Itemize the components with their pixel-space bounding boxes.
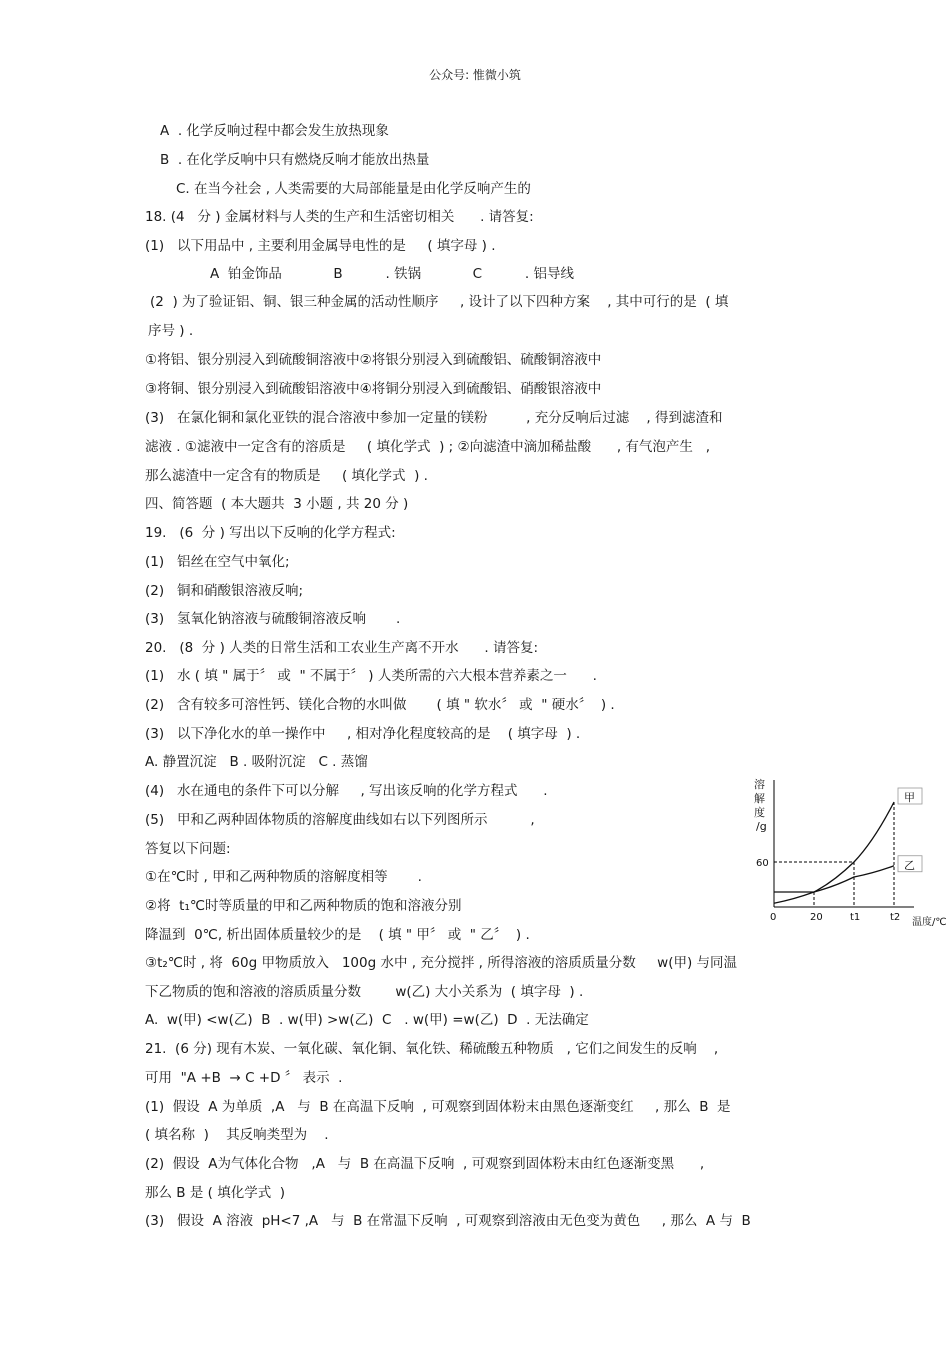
text-line: A . 化学反响过程中都会发生放热现象	[160, 123, 389, 139]
text-line: 20. (8 分 ) 人类的日常生活和工农业生产离不开水 . 请答复:	[145, 640, 539, 656]
text-line: 滤液 . ①滤液中一定含有的溶质是 ( 填化学式 ) ; ②向滤渣中滴加稀盐酸 , 有气泡产生 ,	[145, 439, 711, 455]
y-tick-label: 60	[756, 858, 769, 869]
text-line: 四、简答题 ( 本大题共 3 小题 , 共 20 分 )	[145, 496, 409, 512]
text-line: (1) 以下用品中 , 主要利用金属导电性的是 ( 填字母 ) .	[145, 238, 496, 254]
text-line: (2) 含有较多可溶性钙、镁化合物的水叫做 ( 填 " 软水〞 或 " 硬水〞 ) .	[145, 697, 615, 713]
text-line: (3) 以下净化水的单一操作中 , 相对净化程度较高的是 ( 填字母 ) .	[145, 726, 581, 742]
text-line: 降温到 0℃, 析出固体质量较少的是 ( 填 " 甲〞 或 " 乙〞 ) .	[145, 927, 530, 943]
page-header: 公众号: 惟微小筑	[429, 68, 521, 82]
series-label: 乙	[904, 858, 915, 872]
text-line: ①将铝、银分别浸入到硫酸铜溶液中②将银分别浸入到硫酸铝、硫酸铜溶液中	[145, 352, 602, 368]
text-line: A. w(甲) <w(乙) B . w(甲) >w(乙) C . w(甲) =w(乙) D . 无法确定	[145, 1012, 589, 1028]
text-line: 可用 "A +B → C +D 〞 表示 .	[145, 1070, 343, 1086]
text-line: 那么 B 是 ( 填化学式 )	[145, 1185, 286, 1201]
y-axis-label: 度	[754, 806, 765, 819]
text-line: B . 在化学反响中只有燃烧反响才能放出热量	[160, 152, 430, 168]
x-axis-label: 温度/℃	[912, 917, 947, 928]
text-line: ③将铜、银分别浸入到硫酸铝溶液中④将铜分别浸入到硫酸铝、硝酸银溶液中	[145, 381, 602, 397]
text-line: 序号 ) .	[148, 323, 194, 339]
text-line: 18. (4 分 ) 金属材料与人类的生产和生活密切相关 . 请答复:	[145, 209, 534, 225]
text-line: (3) 氢氧化钠溶液与硫酸铜溶液反响 .	[145, 611, 401, 627]
text-line: (3) 假设 A 溶液 pH<7 ,A 与 B 在常温下反响 , 可观察到溶液由无色变为黄色 , 那么 A 与 B	[145, 1213, 751, 1229]
text-line: 21. (6 分) 现有木炭、一氧化碳、氧化铜、氧化铁、稀硫酸五种物质 , 它们之间发生的反响 ,	[145, 1041, 719, 1057]
text-line: (3) 在氯化铜和氯化亚铁的混合溶液中参加一定量的镁粉 , 充分反响后过滤 , 得到滤渣和	[145, 410, 723, 426]
solubility-chart	[748, 770, 947, 930]
series-line	[774, 802, 894, 903]
text-line: A 铂金饰品 B . 铁锅 C . 铝导线	[210, 266, 574, 282]
text-line: 19. (6 分 ) 写出以下反响的化学方程式:	[145, 525, 396, 541]
series-label: 甲	[904, 791, 915, 804]
text-line: ②将 t₁℃时等质量的甲和乙两种物质的饱和溶液分别	[145, 898, 462, 914]
text-line: (2) 铜和硝酸银溶液反响;	[145, 583, 304, 599]
y-axis-label: /g	[756, 820, 767, 833]
text-line: (1) 铝丝在空气中氧化;	[145, 554, 290, 570]
text-line: A. 静置沉淀 B . 吸附沉淀 C . 蒸馏	[145, 754, 368, 770]
text-line: 那么滤渣中一定含有的物质是 ( 填化学式 ) .	[145, 468, 428, 484]
text-line: C. 在当今社会 , 人类需要的大局部能量是由化学反响产生的	[176, 181, 531, 197]
x-tick-label: 20	[810, 912, 823, 923]
text-line: (2) 假设 A为气体化合物 ,A 与 B 在高温下反响 , 可观察到固体粉末由红色逐渐变黑 ,	[145, 1156, 705, 1172]
text-line: (5) 甲和乙两种固体物质的溶解度曲线如右以下列图所示 ,	[145, 812, 535, 828]
y-axis-label: 溶	[754, 778, 765, 791]
text-line: (4) 水在通电的条件下可以分解 , 写出该反响的化学方程式 .	[145, 783, 548, 799]
text-line: ①在℃时 , 甲和乙两种物质的溶解度相等 .	[145, 869, 422, 885]
text-line: (1) 水 ( 填 " 属于〞 或 " 不属于〞 ) 人类所需的六大根本营养素之一 .	[145, 668, 597, 684]
text-line: (2 ) 为了验证铝、铜、银三种金属的活动性顺序 , 设计了以下四种方案 , 其中可行的是 ( 填	[150, 294, 729, 310]
text-line: ③t₂℃时 , 将 60g 甲物质放入 100g 水中 , 充分搅拌 , 所得溶液的溶质质量分数 w(甲) 与同温	[145, 955, 738, 971]
x-tick-label: t1	[850, 912, 861, 923]
text-line: (1) 假设 A 为单质 ,A 与 B 在高温下反响 , 可观察到固体粉末由黑色逐渐变红 , 那么 B 是	[145, 1099, 731, 1115]
text-line: 答复以下问题:	[145, 841, 231, 857]
text-line: 下乙物质的饱和溶液的溶质质量分数 w(乙) 大小关系为 ( 填字母 ) .	[145, 984, 584, 1000]
y-axis-label: 解	[754, 792, 765, 805]
x-tick-label: 0	[770, 912, 777, 923]
x-tick-label: t2	[890, 912, 901, 923]
text-line: ( 填名称 ) 其反响类型为 .	[145, 1127, 329, 1143]
